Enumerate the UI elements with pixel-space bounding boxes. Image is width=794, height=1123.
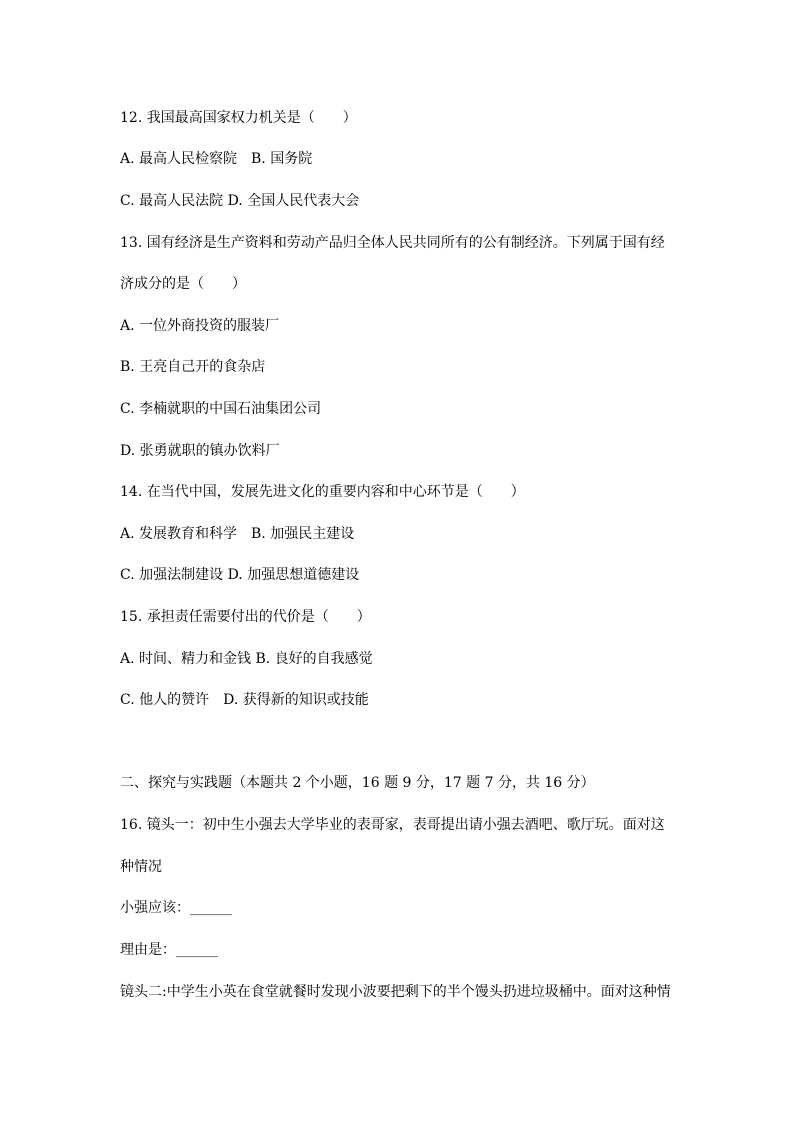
question-16-reason-prompt: 理由是：______: [120, 942, 218, 958]
question-13-option-b: B. 王亮自己开的食杂店: [120, 359, 266, 375]
question-16-scene-1-line-2: 种情况: [120, 859, 162, 875]
question-12-stem: 12. 我国最高国家权力机关是（ ）: [120, 110, 357, 126]
question-16-answer-prompt: 小强应该：______: [120, 900, 232, 916]
question-13-stem-line-2: 济成分的是（ ）: [120, 276, 246, 292]
question-14-stem: 14. 在当代中国，发展先进文化的重要内容和中心环节是（ ）: [120, 484, 525, 500]
question-14-options-cd: C. 加强法制建设 D. 加强思想道德建设: [120, 567, 360, 583]
question-12-options-cd: C. 最高人民法院 D. 全国人民代表大会: [120, 193, 360, 209]
question-13-option-c: C. 李楠就职的中国石油集团公司: [120, 401, 322, 417]
question-15-options-ab: A. 时间、精力和金钱 B. 良好的自我感觉: [120, 651, 373, 667]
question-13-stem-line-1: 13. 国有经济是生产资料和劳动产品归全体人民共同所有的公有制经济。下列属于国有经: [120, 235, 665, 251]
question-12-options-ab: A. 最高人民检察院 B. 国务院: [120, 151, 313, 167]
question-13-option-a: A. 一位外商投资的服装厂: [120, 318, 280, 334]
question-14-options-ab: A. 发展教育和科学 B. 加强民主建设: [120, 526, 355, 542]
question-16-scene-1-line-1: 16. 镜头一：初中生小强去大学毕业的表哥家，表哥提出请小强去酒吧、歌厅玩。面对这: [120, 817, 665, 833]
question-13-option-d: D. 张勇就职的镇办饮料厂: [120, 443, 280, 459]
question-15-options-cd: C. 他人的赞许 D. 获得新的知识或技能: [120, 692, 369, 708]
question-16-scene-2-line-1: 镜头二:中学生小英在食堂就餐时发现小波要把剩下的半个馒头扔进垃圾桶中。面对这种情: [120, 984, 671, 1000]
question-15-stem: 15. 承担责任需要付出的代价是（ ）: [120, 609, 371, 625]
section-2-heading: 二、探究与实践题（本题共 2 个小题，16 题 9 分，17 题 7 分，共 16 分）: [120, 775, 595, 791]
